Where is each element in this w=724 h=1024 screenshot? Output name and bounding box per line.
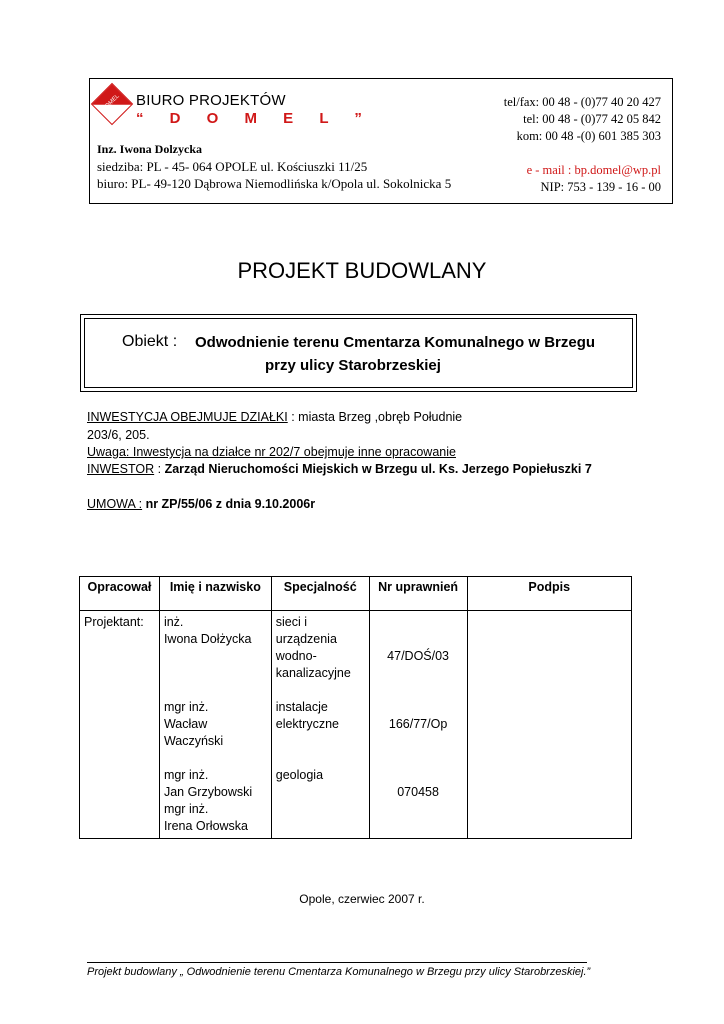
note-line: Uwaga: Inwestycja na działce nr 202/7 obejmuje inne opracowanie [87,445,456,459]
name-cell [159,611,271,839]
name-text: Iwona Dołżycka [163,632,252,646]
spec-text: kanalizacyjne [275,666,351,680]
team-table [79,576,632,839]
contract-value: nr ZP/55/06 z dnia 9.10.2006r [142,497,316,511]
plots-text: : miasta Brzeg ,obręb Południe [287,410,463,424]
phone: tel: 00 48 - (0)77 42 05 842 [523,112,661,126]
header-cell: Nr uprawnień [369,577,467,611]
license-text: 070458 [397,785,439,799]
mobile: kom: 00 48 -(0) 601 385 303 [516,129,661,143]
footer-divider [87,962,587,963]
office-address: biuro: PL- 49-120 Dąbrowa Niemodlińska k/Opola ul. Sokolnicka 5 [97,176,452,191]
logo-text: DOMEL [101,93,121,113]
object-line-2: przy ulicy Starobrzeskiej [265,357,441,374]
license-text: 47/DOŚ/03 [387,649,450,663]
investor-value: Zarząd Nieruchomości Miejskich w Brzegu ul. Ks. Jerzego Popiełuszki 7 [164,462,592,476]
header-cell: Specjalność [271,577,369,611]
name-text: inż. [163,615,184,629]
role-text: Projektant: [84,615,144,629]
designer-name: Inz. Iwona Dolzycka [97,142,203,156]
seat-address: siedziba: PL - 45- 064 OPOLE ul. Kościuszki 11/25 [97,159,368,174]
name-text: mgr inż. [163,700,209,714]
header-cell: Imię i nazwisko [159,577,271,611]
plots-label: INWESTYCJA OBEJMUJE DZIAŁKI [87,410,288,424]
specialty-cell [271,611,369,839]
license-text: 166/77/Op [388,717,448,731]
name-text: Waczyński [163,734,224,748]
table-row [80,611,632,839]
investor-line [87,462,592,476]
telfax: tel/fax: 00 48 - (0)77 40 20 427 [503,95,661,109]
object-box [80,314,637,392]
name-text: Irena Orłowska [163,819,248,833]
table-header-row [80,577,632,611]
nip: NIP: 753 - 139 - 16 - 00 [540,180,661,194]
footer-text: Projekt budowlany „ Odwodnienie terenu Cmentarza Komunalnego w Brzegu przy ulicy Starobrzeskiej.” [87,966,591,978]
spec-text: elektryczne [275,717,339,731]
page-title: PROJEKT BUDOWLANY [237,258,487,283]
header-cell: Podpis [467,577,631,611]
spec-text: instalacje [275,700,328,714]
investor-sep: : [154,462,165,476]
spec-text: urządzenia [275,632,337,646]
spec-text: sieci i [275,615,308,629]
object-label: Obiekt : [122,333,178,350]
object-line-1: Odwodnienie terenu Cmentarza Komunalnego w Brzegu [195,334,596,351]
spec-text: wodno- [275,649,317,663]
plots-line [87,410,462,424]
license-cell [369,611,467,839]
name-text: Wacław [163,717,208,731]
spec-text: geologia [275,768,324,782]
firm-name: BIURO PROJEKTÓW [136,92,286,109]
name-text: mgr inż. [163,768,209,782]
investor-label: INWESTOR [87,462,155,476]
name-text: Jan Grzybowski [163,785,253,799]
place-date: Opole, czerwiec 2007 r. [299,892,425,906]
header-cell: Opracował [80,577,160,611]
email: e - mail : bp.domel@wp.pl [526,163,661,177]
signature-cell [467,611,631,839]
role-cell [80,611,160,839]
name-text: mgr inż. [163,802,209,816]
contract-label: UMOWA : [87,497,143,511]
plots-numbers: 203/6, 205. [87,428,150,442]
contract-line [87,497,315,511]
firm-brand: “ D O M E L ” [136,110,373,127]
